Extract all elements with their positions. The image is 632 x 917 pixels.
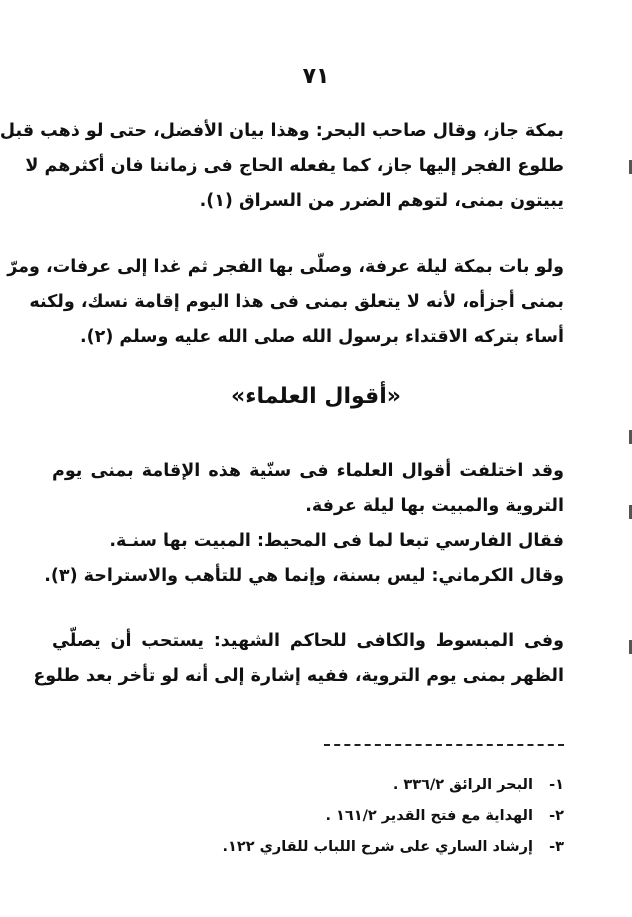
paragraph-1 [0,114,564,219]
paragraph-5-line: وفى المبسوط والكافى للحاكم الشهيد: يستحب أن يصلّي [52,631,564,651]
footnotes [200,770,564,863]
footnote-number: ٣- [549,839,564,855]
footnote-3 [200,832,564,863]
paragraph-1-line: طلوع الفجر إليها جاز، كما يفعله الحاج فى زماننا فان أكثرهم لا [25,156,564,176]
paragraph-1-line: يبيتون بمنى، لتوهم الضرر من السراق (١). [199,191,564,211]
paragraph-3 [52,454,564,524]
footnote-number: ٢- [549,808,564,824]
paragraph-3-line: وقد اختلفت أقوال العلماء فى سنّية هذه الإقامة بمنى يوم [52,461,564,481]
footnote-separator [324,744,564,746]
footnote-text: البحر الرائق ٣٣٦/٢ . [392,777,533,793]
paragraph-2-line: بمنى أجزأه، لأنه لا يتعلق بمنى فى هذا اليوم إقامة نسك، ولكنه [29,292,564,312]
footnote-text: الهداية مع فتح القدير ١٦١/٢ . [325,808,533,824]
paragraph-4 [44,524,564,594]
paragraph-5-line: الظهر بمنى يوم التروية، ففيه إشارة إلى أنه لو تأخر بعد طلوع [33,666,564,686]
paragraph-1-line: بمكة جاز، وقال صاحب البحر: وهذا بيان الأفضل، حتى لو ذهب قبل [0,121,564,141]
page-number: ٧١ [302,64,330,89]
paragraph-2 [7,250,564,355]
paragraph-3-line: التروية والمبيت بها ليلة عرفة. [305,496,564,516]
section-heading: «أقوال العلماء» [231,384,401,409]
footnote-1 [200,770,564,801]
paragraph-5 [33,624,564,694]
footnote-number: ١- [549,777,564,793]
paragraph-4-line: وقال الكرماني: ليس بسنة، وإنما هي للتأهب والاستراحة (٣). [44,566,564,586]
paragraph-2-line: ولو بات بمكة ليلة عرفة، وصلّى بها الفجر ثم غدا إلى عرفات، ومرّ [7,257,564,277]
paragraph-4-line: فقال الفارسي تبعا لما فى المحيط: المبيت بها سنـة. [109,531,564,551]
paragraph-2-line: أساء بتركه الاقتداء برسول الله صلى الله عليه وسلم (٢). [79,327,564,347]
footnote-2 [200,801,564,832]
footnote-text: إرشاد الساري على شرح اللباب للقاري ١٢٢. [222,839,533,855]
